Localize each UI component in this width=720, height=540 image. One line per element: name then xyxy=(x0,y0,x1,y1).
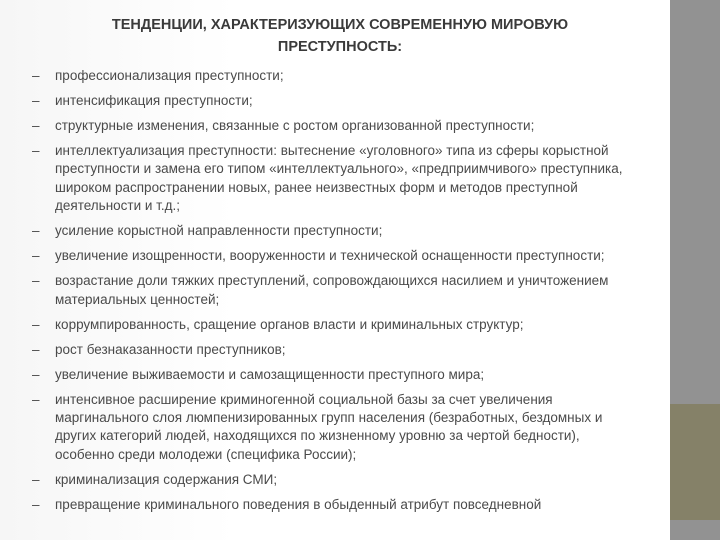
list-item xyxy=(0,272,670,309)
title-line-2: ПРЕСТУПНОСТЬ: xyxy=(277,39,403,55)
dash-bullet: – xyxy=(32,143,40,158)
list-item xyxy=(0,496,670,514)
list-item xyxy=(0,366,670,384)
list-item-text: усиление корыстной направленности преступности; xyxy=(55,223,383,239)
dash-bullet: – xyxy=(32,316,40,332)
list-item-text: увеличение выживаемости и самозащищенности преступного мира; xyxy=(55,366,485,382)
dash-bullet: – xyxy=(32,471,40,487)
list-item-text: превращение криминального поведения в обыденный атрибут повседневной xyxy=(55,496,542,512)
list-item-text: структурные изменения, связанные с ростом организованной преступности; xyxy=(55,118,535,133)
list-item-text: криминализация содержания СМИ; xyxy=(55,471,278,487)
trends-list xyxy=(0,67,670,521)
side-accent-decoration xyxy=(670,404,720,520)
list-item-text: коррумпированность, сращение органов власти и криминальных структур; xyxy=(55,316,524,332)
list-item-text: рост безнаказанности преступников; xyxy=(55,341,286,357)
list-item-text: возрастание доли тяжких преступлений, сопровождающихся насилием и уничтожением материальных ценностей; xyxy=(55,273,609,307)
dash-bullet: – xyxy=(32,391,40,407)
list-item xyxy=(0,222,670,240)
dash-bullet: – xyxy=(32,366,40,382)
list-item xyxy=(0,471,670,489)
dash-bullet: – xyxy=(32,341,40,357)
list-item-text: увеличение изощренности, вооруженности и технической оснащенности преступности; xyxy=(55,248,605,264)
list-item xyxy=(0,391,670,465)
list-item-text: профессионализация преступности; xyxy=(55,68,284,83)
dash-bullet: – xyxy=(32,248,40,264)
dash-bullet: – xyxy=(32,93,40,108)
dash-bullet: – xyxy=(32,273,40,289)
list-item xyxy=(0,341,670,359)
list-item xyxy=(0,117,670,135)
dash-bullet: – xyxy=(32,496,40,512)
list-item xyxy=(0,67,670,85)
list-item xyxy=(0,316,670,334)
dash-bullet: – xyxy=(32,223,40,239)
title-line-1: ТЕНДЕНЦИИ, ХАРАКТЕРИЗУЮЩИХ СОВРЕМЕННУЮ МИРОВУЮ xyxy=(111,17,569,33)
list-item xyxy=(0,92,670,110)
list-item-text: интенсификация преступности; xyxy=(55,93,253,108)
slide-title xyxy=(60,14,620,58)
dash-bullet: – xyxy=(32,118,40,133)
list-item xyxy=(0,247,670,265)
dash-bullet: – xyxy=(32,68,40,83)
list-item-text: интеллектуализация преступности: вытеснение «уголовного» типа из сферы корыстной преступности и замена его типом «интеллектуального», «предприимчивого» преступника, широком распространении новых, ранее неизвестных форм и методов преступной деятельности и т.д.; xyxy=(55,143,623,214)
list-item-text: интенсивное расширение криминогенной социальной базы за счет увеличения маргинального слоя люмпенизированных групп населения (безработных, бездомных и других категорий людей, находящихся по жизненному уровню за чертой бедности), особенно среди молодежи (специфика России); xyxy=(55,391,603,462)
list-item xyxy=(0,142,670,216)
